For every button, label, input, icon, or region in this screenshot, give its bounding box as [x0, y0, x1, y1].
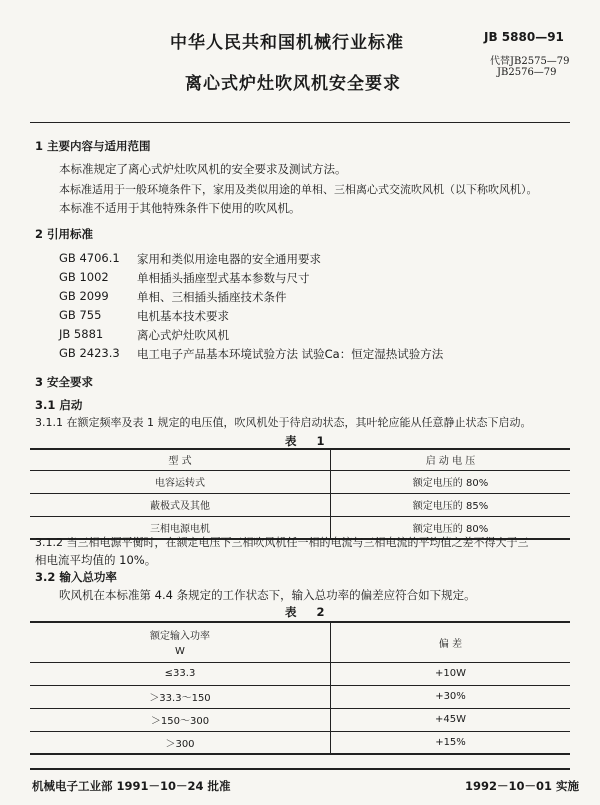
section-2-heading: 2 引用标准 [35, 227, 94, 241]
table-row [30, 731, 570, 754]
table-2-col-power-unit: W [175, 646, 185, 658]
section-1-para-2: 本标准适用于一般环境条件下，家用及类似用途的单相、三相离心式交流吹风机（以下称吹风机）。 [59, 183, 538, 196]
table-cell-power: ≤33.3 [30, 662, 331, 685]
table-2-caption: 表 2 [285, 605, 333, 619]
table-cell-deviation: +45W [331, 708, 571, 731]
section-1-para-1: 本标准规定了离心式炉灶吹风机的安全要求及测试方法。 [59, 162, 347, 176]
table-cell-power: ＞33.3～150 [30, 685, 331, 708]
org-title: 中华人民共和国机械行业标准 [170, 33, 404, 53]
effective-date: 1992－10－01 实施 [465, 779, 580, 793]
ref-name: 电机基本技术要求 [137, 309, 229, 323]
ref-code: GB 2099 [59, 289, 109, 303]
approval-note: 机械电子工业部 1991－10－24 批准 [32, 779, 231, 793]
table-row [30, 493, 570, 516]
replaces-line-1: 代替JB2575—79 [490, 56, 570, 67]
table-row [30, 685, 570, 708]
replaces-line-2: JB2576—79 [497, 67, 557, 78]
table-cell-deviation: +30% [331, 685, 571, 708]
section-3-1-2-line-2: 相电流平均值的 10%。 [35, 553, 157, 567]
header-divider [30, 122, 570, 123]
table-row [30, 708, 570, 731]
section-3-1-heading: 3.1 启动 [35, 398, 83, 412]
table-cell-deviation: +15% [331, 731, 571, 754]
table-1-col-voltage: 启 动 电 压 [331, 449, 571, 470]
table-cell-voltage: 额定电压的 80% [331, 516, 571, 539]
section-1-heading: 1 主要内容与适用范围 [35, 139, 151, 153]
table-cell-type: 蔽极式及其他 [30, 493, 331, 516]
table-cell-type: 电容运转式 [30, 470, 331, 493]
table-1-caption: 表 1 [285, 434, 333, 448]
table-2 [30, 621, 570, 755]
table-cell-deviation: +10W [331, 662, 571, 685]
ref-name: 离心式炉灶吹风机 [137, 328, 229, 342]
table-2-col-power-label: 额定输入功率 [150, 631, 210, 643]
ref-code: GB 755 [59, 308, 102, 322]
table-1 [30, 448, 570, 540]
document-title: 离心式炉灶吹风机安全要求 [185, 74, 401, 94]
section-3-2-heading: 3.2 输入总功率 [35, 570, 117, 584]
ref-code: JB 5881 [59, 327, 104, 341]
table-cell-type: 三相电源电机 [30, 516, 331, 539]
section-3-1-2-line-1: 3.1.2 当三相电源平衡时，在额定电压下三相吹风机任一相的电流与三相电流的平均值之差不得大于三 [35, 536, 529, 549]
section-3-1-1-text: 3.1.1 在额定频率及表 1 规定的电压值，吹风机处于待启动状态，其叶轮应能从任意静止状态下启动。 [35, 416, 532, 429]
ref-name: 电工电子产品基本环境试验方法 试验Ca：恒定湿热试验方法 [137, 347, 444, 361]
table-cell-power: ＞300 [30, 731, 331, 754]
table-row [30, 662, 570, 685]
table-cell-voltage: 额定电压的 80% [331, 470, 571, 493]
ref-name: 单相插头插座型式基本参数与尺寸 [137, 271, 310, 285]
footer-divider [30, 768, 570, 770]
ref-code: GB 1002 [59, 270, 109, 284]
section-3-2-text: 吹风机在本标准第 4.4 条规定的工作状态下，输入总功率的偏差应符合如下规定。 [59, 588, 476, 602]
section-1-para-3: 本标准不适用于其他特殊条件下使用的吹风机。 [59, 201, 301, 215]
table-2-col-deviation: 偏 差 [331, 622, 571, 662]
ref-name: 单相、三相插头插座技术条件 [137, 290, 287, 304]
standard-number: JB 5880—91 [484, 30, 564, 44]
table-2-col-power [30, 622, 331, 662]
table-cell-power: ＞150～300 [30, 708, 331, 731]
table-1-col-type: 型 式 [30, 449, 331, 470]
ref-code: GB 4706.1 [59, 251, 120, 265]
table-cell-voltage: 额定电压的 85% [331, 493, 571, 516]
ref-name: 家用和类似用途电器的安全通用要求 [137, 252, 321, 266]
table-row [30, 470, 570, 493]
section-3-heading: 3 安全要求 [35, 375, 94, 389]
ref-code: GB 2423.3 [59, 346, 120, 360]
